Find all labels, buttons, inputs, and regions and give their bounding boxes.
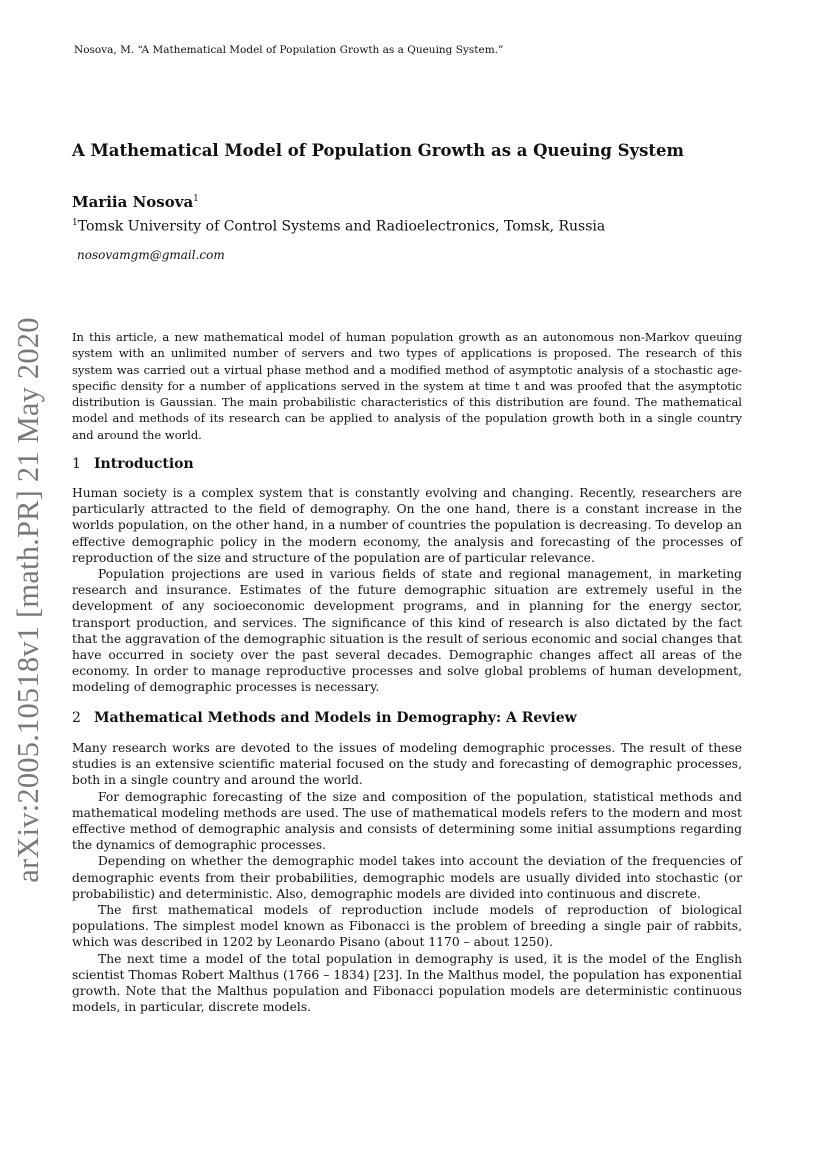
affiliation-text: Tomsk University of Control Systems and Radioelectronics, Tomsk, Russia [77,218,606,235]
paragraph: Population projections are used in various fields of state and regional management, in marketing research and insurance. Estimates of the future demographic situation are extremely useful in the development of any socioeconomic development programs, and in planning for the energy sector, transport production, and services. The significance of this kind of research is also dictated by the fact that the aggravation of the demographic situation is the result of serious economic and social changes that have occurred in society over the past several decades. Demographic changes affect all areas of the economy. In order to manage reproductive processes and solve global problems of human development, modeling of demographic processes is necessary. [72,567,742,695]
paragraph: The next time a model of the total population in demography is used, it is the model of the English scientist Thomas Robert Malthus (1766 – 1834) [23]. In the Malthus model, the population has exponential growth. Note that the Malthus population and Fibonacci population models are deterministic continuous models, in particular, discrete models. [72,951,742,1015]
section-heading-introduction [72,454,194,474]
paragraph: Human society is a complex system that is constantly evolving and changing. Recently, researchers are particularly attracted to the field of demography. On the one hand, there is a constant increase in the worlds population, on the other hand, in a number of countries the population is decreasing. To develop an effective demographic policy in the modern economy, the analysis and forecasting of the processes of reproduction of the size and structure of the population are of particular relevance. [72,486,742,565]
arxiv-identifier: arXiv:2005.10518v1 [math.PR] 21 May 2020 [11,317,45,883]
author-name: Mariia Nosova [72,193,194,211]
affiliation-line [72,212,605,238]
running-head: Nosova, M. “A Mathematical Model of Population Growth as a Queuing System.” [74,44,504,56]
abstract: In this article, a new mathematical model of human population growth as an autonomous non-Markov queuing system with an unlimited number of servers and two types of applications is proposed. The research of this system was carried out a virtual phase method and a modified method of asymptotic analysis of a stochastic age-specific density for a number of applications served in the system at time t and was proofed that the asymptotic distribution is Gaussian. The main probabilistic characteristics of this distribution are found. The mathematical model and methods of its research can be applied to analysis of the population growth both in a single country and around the world. [72,330,742,442]
author-email[interactable]: nosovamgm@gmail.com [77,248,225,262]
paragraph: For demographic forecasting of the size and composition of the population, statistical methods and mathematical modeling methods are used. The use of mathematical models refers to the modern and most effective method of demographic analysis and consists of determining some initial assumptions regarding the dynamics of demographic processes. [72,789,742,853]
section-body-introduction [72,485,742,696]
section-title: Introduction [94,456,194,472]
paper-title: A Mathematical Model of Population Growth as a Queuing System [72,141,684,160]
section-heading-methods-review [72,708,577,728]
section-number: 2 [72,710,81,726]
section-body-methods-review [72,740,742,1015]
author-line [72,188,199,213]
affiliation-mark: 1 [72,218,78,228]
author-affiliation-mark: 1 [193,194,199,204]
paragraph: Many research works are devoted to the issues of modeling demographic processes. The result of these studies is an extensive scientific material focused on the study and forecasting of demographic processes, both in a single country and around the world. [72,741,742,788]
section-title: Mathematical Methods and Models in Demography: A Review [94,710,577,726]
section-number: 1 [72,456,81,472]
paragraph: Depending on whether the demographic model takes into account the deviation of the frequencies of demographic events from their probabilities, demographic models are usually divided into stochastic (or probabilistic) and deterministic. Also, demographic models are divided into continuous and discrete. [72,854,742,901]
paragraph: The first mathematical models of reproduction include models of reproduction of biological populations. The simplest model known as Fibonacci is the problem of breeding a single pair of rabbits, which was described in 1202 by Leonardo Pisano (about 1170 – about 1250). [72,903,742,950]
